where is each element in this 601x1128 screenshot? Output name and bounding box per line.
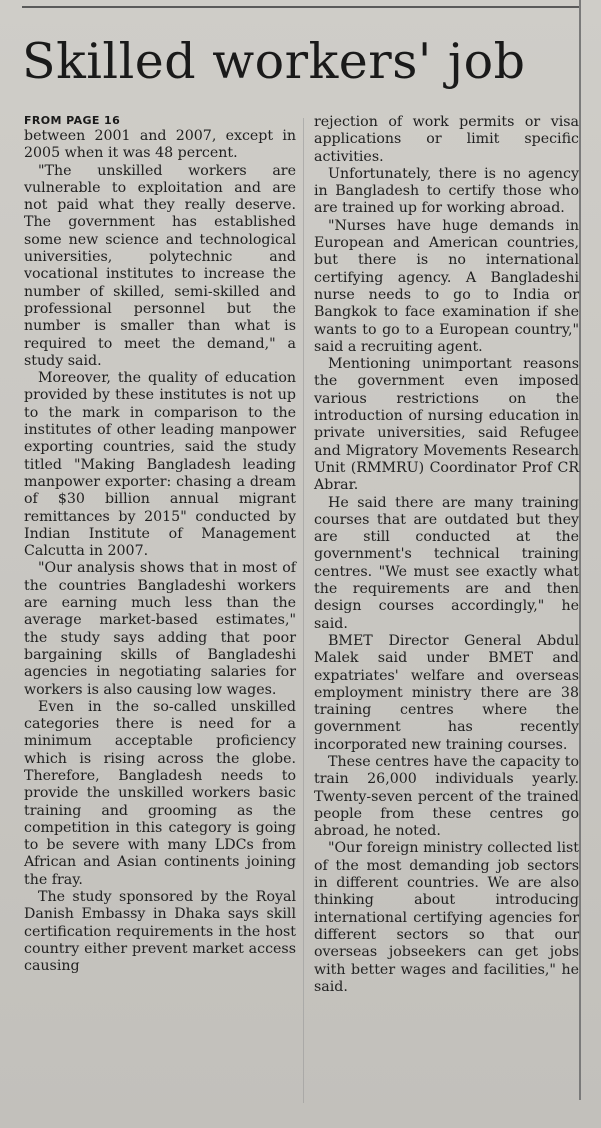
paragraph: The study sponsored by the Royal Danish Embassy in Dhaka says skill certification requirements in the host country either prevent market access causing xyxy=(24,889,296,975)
paragraph: between 2001 and 2007, except in 2005 when it was 48 percent. xyxy=(24,128,296,162)
paragraph: "Our analysis shows that in most of the countries Bangladeshi workers are earning much less than the average market-based estimates," the study says adding that poor bargaining skills of Bangladeshi agencies in negotiating salaries for workers is also causing low wages. xyxy=(24,560,296,698)
paragraph: "Nurses have huge demands in European and American countries, but there is no international certifying agency. A Bangladeshi nurse needs to go to India or Bangkok to face examination if she wants to go to a European country," said a recruiting agent. xyxy=(314,217,579,355)
paragraph: Even in the so-called unskilled categories there is need for a minimum acceptable proficiency which is rising across the globe. Therefore, Bangladesh needs to provide the unskilled workers basic training and grooming as the competition in this category is going to be severe with many LDCs from African and Asian continents joining the fray. xyxy=(24,698,296,888)
paragraph: Mentioning unimportant reasons the government even imposed various restrictions on the introduction of nursing education in private universities, said Refugee and Migratory Movements Research Unit (RMMRU) Coordinator Prof CR Abrar. xyxy=(314,356,579,494)
paragraph: These centres have the capacity to train 26,000 individuals yearly. Twenty-seven percent of the trained people from these centres go abroad, he noted. xyxy=(314,753,579,840)
top-rule xyxy=(22,6,579,8)
paragraph: Unfortunately, there is no agency in Bangladesh to certify those who are trained up for working abroad. xyxy=(314,165,579,217)
paragraph: BMET Director General Abdul Malek said under BMET and expatriates' welfare and overseas employment ministry there are 38 training centres where the government has recently incorporated new training courses. xyxy=(314,632,579,753)
jump-line: FROM PAGE 16 xyxy=(24,114,121,127)
headline: Skilled workers' job xyxy=(22,33,526,90)
article-column-right xyxy=(314,114,579,996)
paragraph: "Our foreign ministry collected list of the most demanding job sectors in different countries. We are also thinking about introducing international certifying agencies for different sectors so that our overseas jobseekers can get jobs with better wages and facilities," he said. xyxy=(314,840,579,995)
right-edge-rule xyxy=(579,0,581,1100)
paragraph: He said there are many training courses that are outdated but they are still conducted at the government's technical training centres. "We must see exactly what the requirements are and then design courses accordingly," he said. xyxy=(314,494,579,632)
column-divider xyxy=(303,118,304,1103)
paragraph: Moreover, the quality of education provided by these institutes is not up to the mark in comparison to the institutes of other leading manpower exporting countries, said the study titled "Making Bangladesh leading manpower exporter: chasing a dream of $30 billion annual migrant remittances by 2015" conducted by Indian Institute of Management Calcutta in 2007. xyxy=(24,370,296,560)
article-column-left xyxy=(24,114,296,976)
paragraph: rejection of work permits or visa applications or limit specific activities. xyxy=(314,114,579,165)
paragraph: "The unskilled workers are vulnerable to exploitation and are not paid what they really deserve. The government has established some new science and technological universities, polytechnic and vocational institutes to increase the number of skilled, semi-skilled and professional personnel but the number is smaller than what is required to meet the demand," a study said. xyxy=(24,162,296,369)
